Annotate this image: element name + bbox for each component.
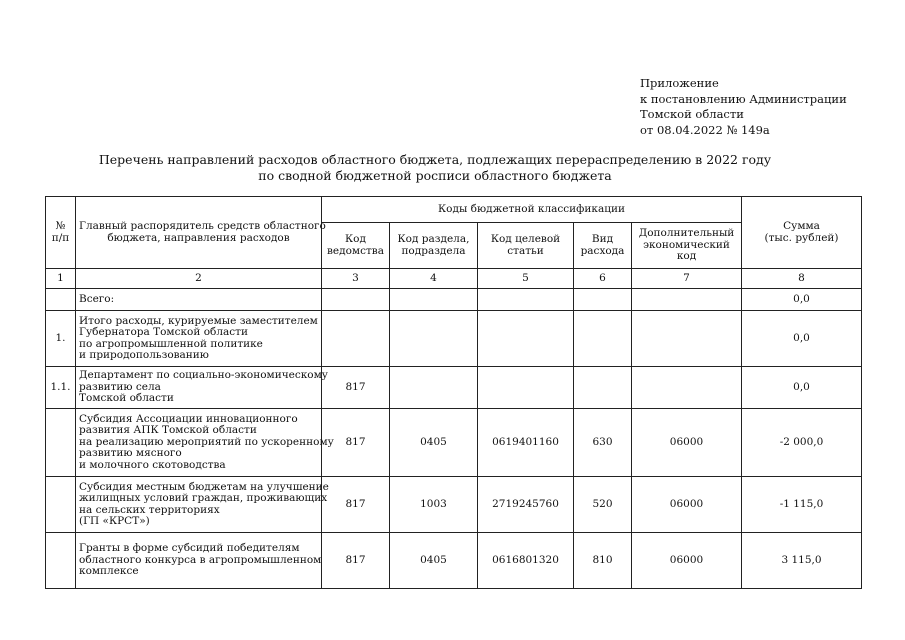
row-sum: 0,0 <box>742 289 862 311</box>
column-number: 4 <box>390 269 478 289</box>
column-number: 3 <box>322 269 390 289</box>
column-number: 8 <box>742 269 862 289</box>
table-row <box>46 311 862 367</box>
column-number: 1 <box>46 269 76 289</box>
row-dept-code: 817 <box>322 367 390 409</box>
row-expense-type <box>574 367 632 409</box>
column-numbers-row <box>46 269 862 289</box>
row-dept-code: 817 <box>322 477 390 533</box>
column-number: 5 <box>478 269 574 289</box>
row-num: 1.1. <box>46 367 76 409</box>
row-expense-type: 810 <box>574 533 632 589</box>
row-section-code <box>390 367 478 409</box>
appendix-line: от 08.04.2022 № 149а <box>640 122 770 137</box>
table-row <box>46 367 862 409</box>
row-dept-code <box>322 311 390 367</box>
row-target-code: 2719245760 <box>478 477 574 533</box>
budget-table <box>45 196 862 589</box>
title-line: Перечень направлений расходов областного бюджета, подлежащих перераспределению в 2022 году <box>98 152 772 167</box>
row-name <box>76 409 334 477</box>
column-number: 6 <box>574 269 632 289</box>
text-line: Сумма <box>783 220 820 232</box>
header-extra-code <box>632 223 742 269</box>
column-number: 7 <box>632 269 742 289</box>
table-row <box>46 409 862 477</box>
table-row <box>46 477 862 533</box>
text-line: подраздела <box>401 244 466 257</box>
header-dept-code <box>322 223 390 269</box>
text-line: (ГП «КРСТ») <box>79 515 150 527</box>
row-expense-type <box>574 289 632 311</box>
text-line: Вид <box>591 233 614 245</box>
text-line: Итого расходы, курируемые заместителем <box>79 314 318 327</box>
text-line: Субсидия местным бюджетам на улучшение <box>79 480 329 493</box>
text-line: бюджета, направления расходов <box>107 231 290 244</box>
header-expense-type <box>574 223 632 269</box>
text-line: комплексе <box>79 565 139 578</box>
header-main <box>76 197 326 269</box>
row-name <box>76 533 322 589</box>
row-expense-type: 520 <box>574 477 632 533</box>
row-num: 1. <box>46 311 76 367</box>
appendix-line: Томской области <box>640 107 744 121</box>
appendix-line: к постановлению Администрации <box>640 91 847 106</box>
text-line: Дополнительный <box>638 227 735 240</box>
row-target-code: 0619401160 <box>478 409 574 477</box>
table-row <box>46 289 862 311</box>
row-sum: 3 115,0 <box>742 533 862 589</box>
row-dept-code <box>322 289 390 311</box>
text-line: Департамент по социально-экономическому <box>79 369 328 382</box>
row-extra-code: 06000 <box>632 533 742 589</box>
text-line: расхода <box>580 244 625 257</box>
text-line: Всего: <box>79 292 115 305</box>
row-extra-code: 06000 <box>632 477 742 533</box>
row-target-code: 0616801320 <box>478 533 574 589</box>
header-codes-group: Коды бюджетной классификации <box>322 197 742 223</box>
text-line: жилищных условий граждан, проживающих <box>79 492 328 504</box>
row-expense-type: 630 <box>574 409 632 477</box>
header-target-code <box>478 223 574 269</box>
row-extra-code <box>632 311 742 367</box>
row-extra-code <box>632 367 742 409</box>
row-sum: -1 115,0 <box>742 477 862 533</box>
header-section-code <box>390 223 478 269</box>
text-line: по агропромышленной политике <box>79 337 263 350</box>
text-line: Томской области <box>79 392 174 405</box>
row-section-code: 1003 <box>390 477 478 533</box>
row-sum: -2 000,0 <box>742 409 862 477</box>
text-line: Главный распорядитель средств областного <box>79 220 326 232</box>
text-line: развитию села <box>79 380 161 393</box>
text-line: экономический <box>643 238 730 251</box>
row-dept-code: 817 <box>322 533 390 589</box>
text-line: п/п <box>51 231 70 244</box>
appendix-note <box>640 76 847 138</box>
row-section-code: 0405 <box>390 409 478 477</box>
row-num <box>46 533 76 589</box>
row-name <box>76 367 328 409</box>
row-name <box>76 289 322 311</box>
row-section-code: 0405 <box>390 533 478 589</box>
text-line: развития АПК Томской области <box>79 424 257 437</box>
row-expense-type <box>574 311 632 367</box>
row-num <box>46 289 76 311</box>
text-line: (тыс. рублей) <box>764 231 839 244</box>
text-line: областного конкурса в агропромышленном <box>79 553 322 566</box>
row-sum: 0,0 <box>742 311 862 367</box>
text-line: на сельских территориях <box>79 503 220 516</box>
row-section-code <box>390 289 478 311</box>
table-row <box>46 533 862 589</box>
text-line: № <box>55 220 66 232</box>
row-extra-code <box>632 289 742 311</box>
text-line: ведомства <box>327 244 384 257</box>
row-dept-code: 817 <box>322 409 390 477</box>
text-line: Губернатора Томской области <box>79 326 248 338</box>
text-line: развитию мясного <box>79 447 182 460</box>
text-line: и природопользованию <box>79 349 209 361</box>
row-target-code <box>478 367 574 409</box>
row-num <box>46 477 76 533</box>
row-target-code <box>478 289 574 311</box>
text-line: Субсидия Ассоциации инновационного <box>79 412 298 425</box>
text-line: на реализацию мероприятий по ускоренному <box>79 435 334 448</box>
text-line: Код целевой <box>490 233 561 245</box>
text-line: статьи <box>507 244 544 257</box>
title-line: по сводной бюджетной росписи областного бюджета <box>258 168 612 183</box>
header-num <box>46 197 76 269</box>
row-name <box>76 311 322 367</box>
text-line: Гранты в форме субсидий победителям <box>79 542 300 555</box>
row-num <box>46 409 76 477</box>
text-line: код <box>676 250 697 263</box>
text-line: Код <box>345 233 366 245</box>
text-line: Код раздела, <box>397 233 470 245</box>
column-number: 2 <box>76 269 322 289</box>
document-title <box>0 152 870 184</box>
row-sum: 0,0 <box>742 367 862 409</box>
header-sum <box>742 197 862 269</box>
text-line: и молочного скотоводства <box>79 458 226 471</box>
appendix-line: Приложение <box>640 76 719 90</box>
row-target-code <box>478 311 574 367</box>
row-name <box>76 477 329 533</box>
row-extra-code: 06000 <box>632 409 742 477</box>
row-section-code <box>390 311 478 367</box>
